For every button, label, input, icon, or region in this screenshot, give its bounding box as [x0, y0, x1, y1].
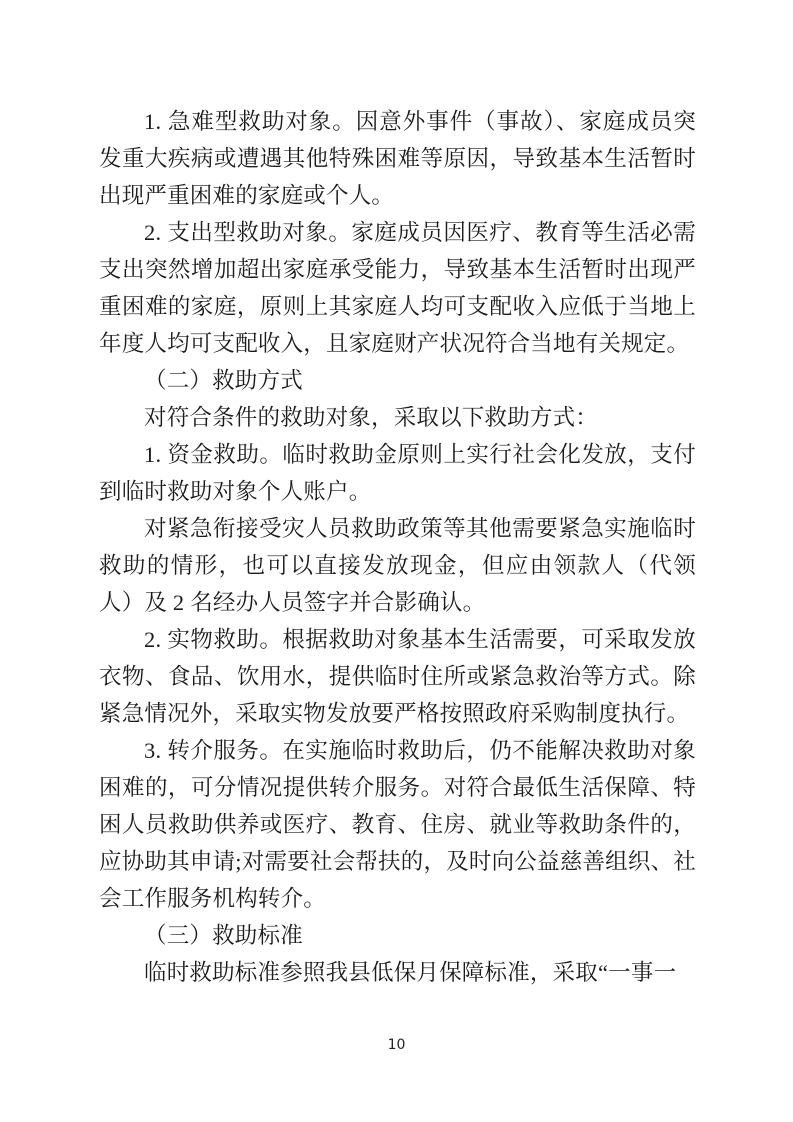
paragraph-methods-intro: 对符合条件的救助对象，采取以下救助方式：	[144, 405, 599, 430]
paragraph-method-referral: 3. 转介服务。在实施临时救助后，仍不能解决救助对象困难的，可分情况提供转介服务。对符合最低生活保障、特困人员救助供养或医疗、教育、住房、就业等救助条件的，应协助其申请;对需要社会帮扶的，及时向公益慈善组织、社会工作服务机构转介。	[99, 738, 696, 911]
paragraph-standard-intro: 临时救助标准参照我县低保月保障标准，采取“一事一	[144, 960, 677, 985]
paragraph-method-funds: 1. 资金救助。临时救助金原则上实行社会化发放，支付到临时救助对象个人账户。	[99, 442, 696, 504]
section-heading-rescue-standard: （三）救助标准	[144, 923, 303, 948]
paragraph-rescue-type-1: 1. 急难型救助对象。因意外事件（事故）、家庭成员突发重大疾病或遭遇其他特殊困难等原因，导致基本生活暂时出现严重困难的家庭或个人。	[99, 109, 696, 208]
section-heading-rescue-methods: （二）救助方式	[144, 368, 303, 393]
page-number: 10	[387, 1037, 406, 1053]
paragraph-rescue-type-2: 2. 支出型救助对象。家庭成员因医疗、教育等生活必需支出突然增加超出家庭承受能力，导致基本生活暂时出现严重困难的家庭，原则上其家庭人均可支配收入应低于当地上年度人均可支配收入，且家庭财产状况符合当地有关规定。	[99, 220, 696, 356]
paragraph-method-inkind: 2. 实物救助。根据救助对象基本生活需要，可采取发放衣物、食品、饮用水，提供临时住所或紧急救治等方式。除紧急情况外，采取实物发放要严格按照政府采购制度执行。	[99, 627, 696, 726]
document-body	[99, 103, 696, 991]
paragraph-method-cash-exception: 对紧急衔接受灾人员救助政策等其他需要紧急实施临时救助的情形，也可以直接发放现金，但应由领款人（代领人）及 2 名经办人员签字并合影确认。	[99, 516, 696, 615]
page-footer	[0, 1036, 793, 1054]
